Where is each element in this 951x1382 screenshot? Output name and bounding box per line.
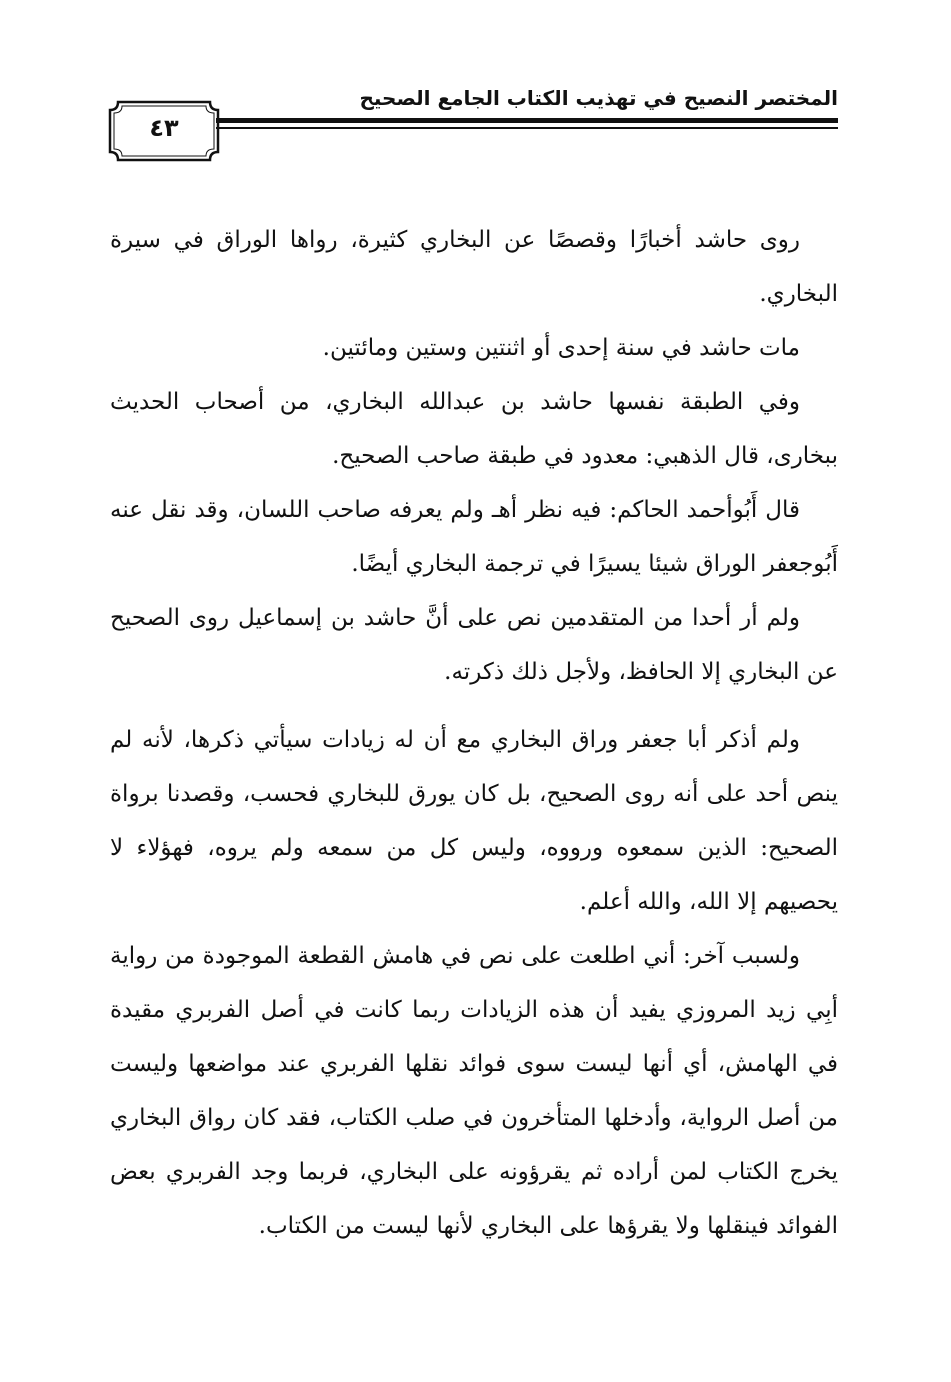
paragraph: روى حاشد أخبارًا وقصصًا عن البخاري كثيرة، رواها الوراق في سيرة البخاري.: [110, 227, 838, 307]
book-title: المختصر النصيح في تهذيب الكتاب الجامع الصحيح: [359, 86, 838, 110]
page-number: ٤٣: [149, 114, 179, 142]
text-section-2: [110, 713, 838, 1253]
paragraph: ولم أذكر أبا جعفر وراق البخاري مع أن له زيادات سيأتي ذكرها، لأنه لم ينص أحد على أنه روى الصحيح، بل كان يورق للبخاري فحسب، وقصدنا برواة الصحيح: الذين سمعوه ورووه، وليس كل من سمعه ولم يروه، فهؤلاء لا يحصيهم إلا الله، والله أعلم.: [110, 727, 838, 915]
paragraph: قال أَبُوأحمد الحاكم: فيه نظر أهـ ولم يعرفه صاحب اللسان، وقد نقل عنه أَبُوجعفر الوراق شيئا يسيرًا في ترجمة البخاري أيضًا.: [110, 497, 838, 577]
header-rule-thick: [216, 118, 838, 123]
paragraph: وفي الطبقة نفسها حاشد بن عبدالله البخاري، من أصحاب الحديث ببخارى، قال الذهبي: معدود في طبقة صاحب الصحيح.: [110, 389, 838, 469]
header-rule-thin: [216, 127, 838, 129]
paragraph: مات حاشد في سنة إحدى أو اثنتين وستين ومائتين.: [322, 335, 800, 361]
text-section-1: [110, 213, 838, 699]
paragraph: ولسبب آخر: أني اطلعت على نص في هامش القطعة الموجودة من رواية أبِي زيد المروزي يفيد أن هذه الزيادات ربما كانت في أصل الفربري مقيدة في الهامش، أي أنها ليست سوى فوائد نقلها الفربري عند مواضعها وليست من أصل الرواية، وأدخلها المتأخرون في صلب الكتاب، فقد كان رواق البخاري يخرج الكتاب لمن أراده ثم يقرؤونه على البخاري، فربما وجد الفربري بعض الفوائد فينقلها ولا يقرؤها على البخاري لأنها ليست من الكتاب.: [110, 943, 838, 1239]
paragraph: ولم أر أحدا من المتقدمين نص على أنَّ حاشد بن إسماعيل روى الصحيح عن البخاري إلا الحافظ، ولأجل ذلك ذكرته.: [110, 605, 838, 685]
